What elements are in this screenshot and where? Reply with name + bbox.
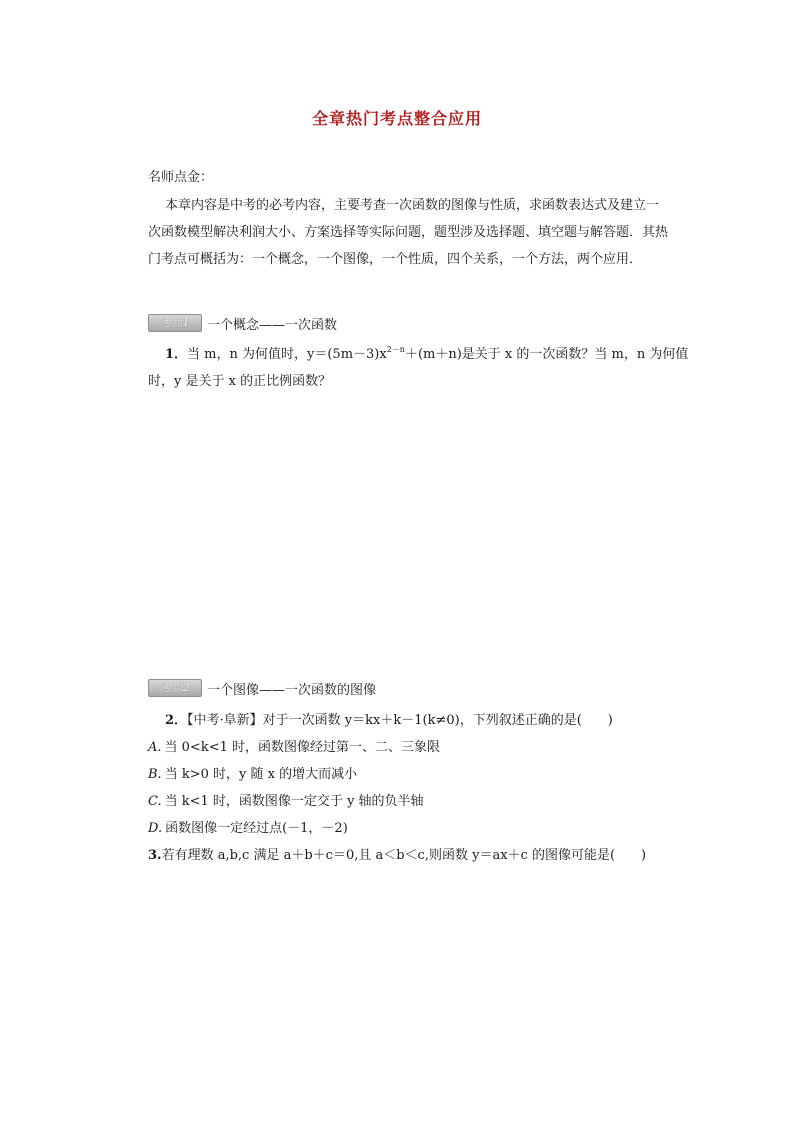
- option-d-text: 函数图像一定经过点(－1，－2): [165, 821, 348, 836]
- question-3-number: 3.: [148, 848, 162, 863]
- section-title-2: 一个图像——一次函数的图像: [207, 682, 377, 698]
- question-2-option-d: [148, 820, 348, 838]
- intro-line-3: 门考点可概括为：一个概念，一个图像，一个性质，四个关系，一个方法，两个应用．: [148, 252, 643, 267]
- section-badge-1: 考点1: [148, 314, 202, 332]
- option-a-letter: A.: [148, 740, 162, 755]
- option-b-letter: B.: [148, 767, 162, 782]
- question-2-number: 2．: [165, 713, 188, 728]
- option-c-letter: C.: [148, 794, 162, 809]
- question-2-option-c: [148, 793, 424, 811]
- option-d-letter: D.: [148, 821, 163, 836]
- question-1-exponent: 2－n: [386, 345, 405, 354]
- intro-line-1: 本章内容是中考的必考内容，主要考查一次函数的图像与性质，求函数表达式及建立一: [165, 198, 660, 213]
- page-title: 全章热门考点整合应用: [311, 109, 482, 128]
- section-badge-2: 考点2: [148, 679, 202, 697]
- section-heading-2: [148, 678, 376, 698]
- question-2-stem: [165, 712, 613, 730]
- section-title-1: 一个概念——一次函数: [207, 317, 338, 333]
- question-3-text: 若有理数 a,b,c 满足 a＋b＋c＝0,且 a＜b＜c,则函数 y＝ax＋c 的图像可能是( ): [161, 848, 647, 863]
- question-1-text-post: ＋(m＋n)是关于 x 的一次函数？当 m，n 为何值: [404, 347, 689, 362]
- question-1-line-1: [165, 346, 688, 364]
- intro-label: 名师点金：: [148, 170, 214, 185]
- option-b-text: 当 k>0 时，y 随 x 的增大而减小: [164, 767, 358, 782]
- question-2-option-b: [148, 766, 357, 784]
- intro-line-2: 次函数模型解决利润大小、方案选择等实际问题，题型涉及选择题、填空题与解答题．其热: [148, 225, 669, 240]
- question-1-line-2: 时，y 是关于 x 的正比例函数？: [148, 374, 332, 389]
- question-3-stem: [148, 847, 646, 865]
- question-2-text: 【中考·阜新】对于一次函数 y＝kx＋k－1(k≠0)，下列叙述正确的是( ): [187, 713, 613, 728]
- question-2-option-a: [148, 739, 440, 757]
- option-a-text: 当 0<k<1 时，函数图像经过第一、二、三象限: [164, 740, 441, 755]
- section-heading-1: [148, 313, 337, 333]
- question-1-text-pre: 当 m，n 为何值时，y＝(5m－3)x: [187, 347, 387, 362]
- question-1-number: 1．: [165, 347, 188, 362]
- option-c-text: 当 k<1 时，函数图像一定交于 y 轴的负半轴: [164, 794, 424, 809]
